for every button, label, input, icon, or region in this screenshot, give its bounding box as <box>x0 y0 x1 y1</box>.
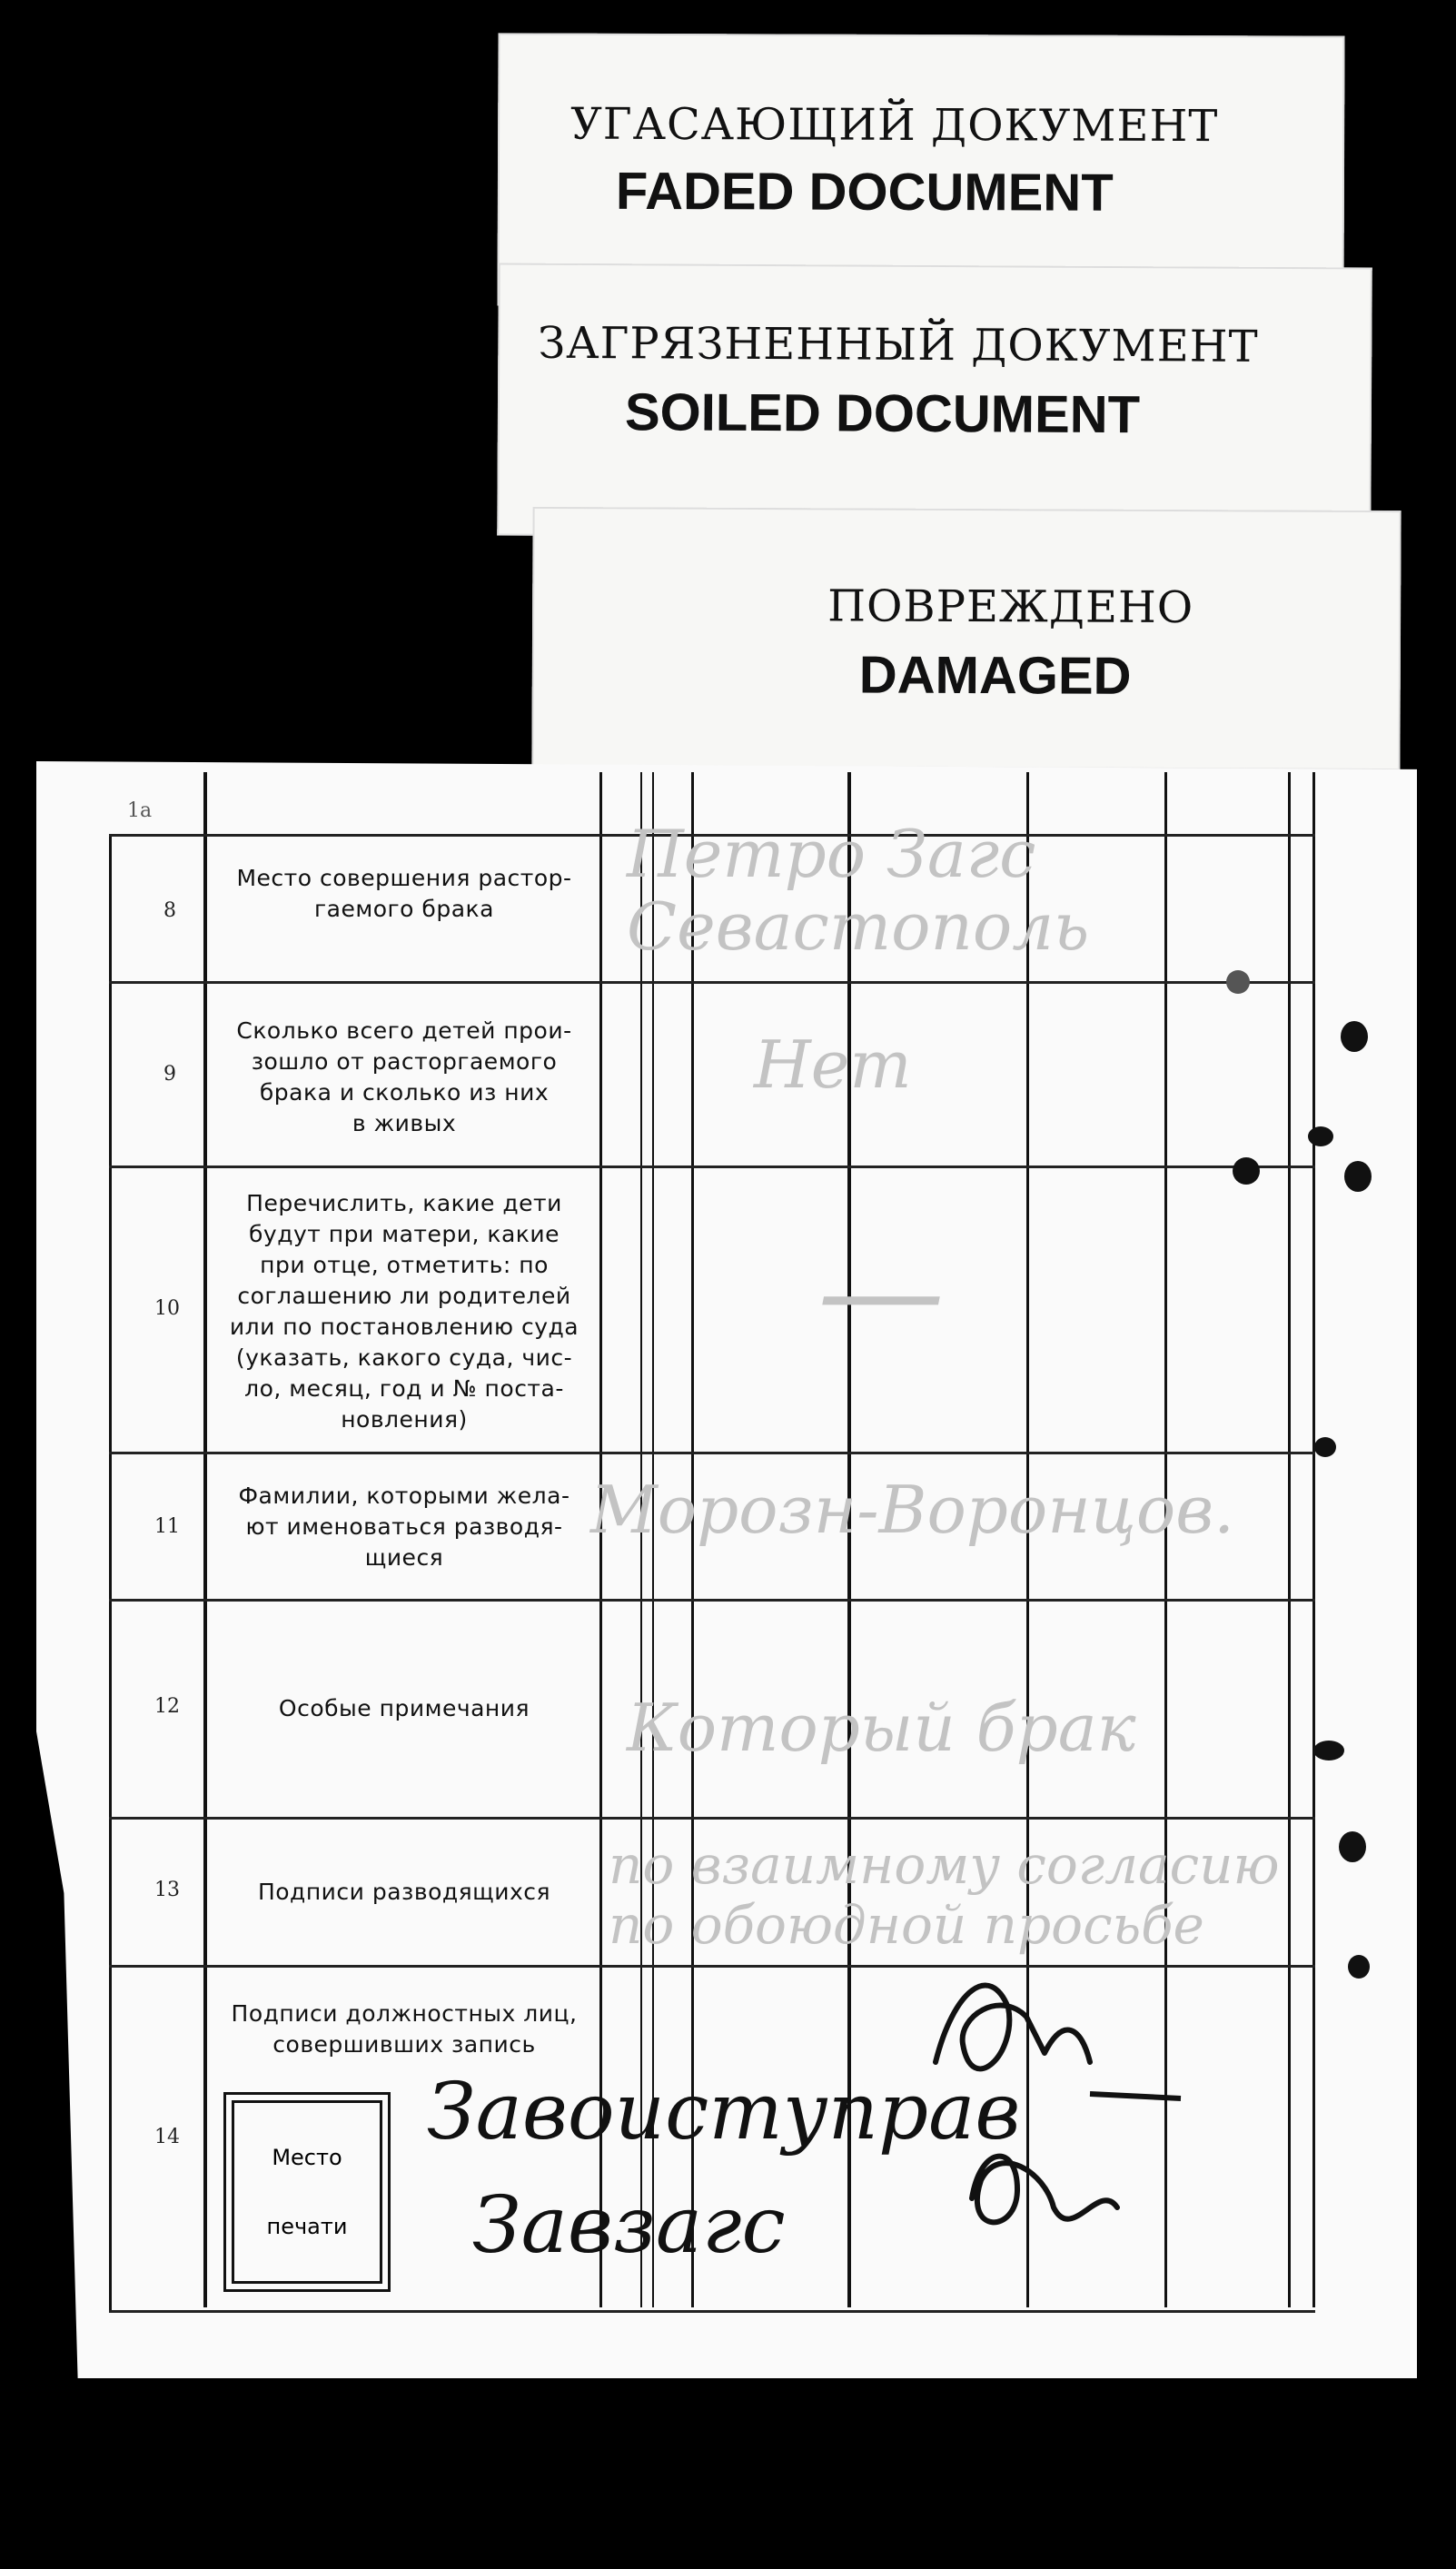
signature-scribble <box>863 1908 1190 2307</box>
row-number: 12 <box>154 1695 180 1718</box>
handwritten-children: Нет <box>754 1027 912 1103</box>
row-text-place: Место совершения растор- гаемого брака <box>236 865 572 922</box>
handwritten-notes: Который брак <box>627 1690 1136 1766</box>
margin-mark: 1а <box>127 799 153 822</box>
table-left-border <box>109 836 112 2312</box>
handwritten-surnames: Морозн-Воронцов. <box>590 1472 1235 1548</box>
stamp-line-1: Место <box>272 2145 342 2170</box>
damaged-label <box>531 507 1401 770</box>
handwritten-place: Петро Загс Севастополь <box>627 816 1090 965</box>
handwritten-remark: по взаимному согласию по обоюдной просьбе <box>609 1834 1280 1956</box>
table-right-border <box>1312 772 1315 2307</box>
row-text-surnames: Фамилии, которыми жела- ют именоваться разводя- щиеся <box>238 1483 570 1571</box>
signature-official-1: Завоиступрав <box>427 2067 1021 2157</box>
column-divider <box>203 772 207 2307</box>
punch-hole <box>1233 1157 1260 1185</box>
row-text-children-custody: Перечислить, какие дети будут при матери, какие при отце, отметить: по соглашению ли родителей или по постановлению суда (указать, какого суда, чис- ло, месяц, год и № поста- новления) <box>229 1190 579 1433</box>
row-divider <box>109 1599 1315 1602</box>
row-number: 10 <box>154 1297 180 1320</box>
punch-hole <box>1226 970 1250 994</box>
row-number: 9 <box>163 1063 176 1086</box>
row-number: 13 <box>154 1879 180 1901</box>
punch-hole <box>1341 1021 1368 1052</box>
punch-hole <box>1314 1437 1336 1457</box>
punch-hole <box>1339 1831 1366 1862</box>
damaged-label-ru: ПОВРЕЖДЕНО <box>827 580 1194 634</box>
faded-label-en: FADED DOCUMENT <box>615 161 1114 223</box>
soiled-label-ru: ЗАГРЯЗНЕННЫЙ ДОКУМЕНТ <box>538 317 1259 372</box>
faded-label-ru: УГАСАЮЩИЙ ДОКУМЕНТ <box>570 98 1219 153</box>
row-divider <box>109 1452 1315 1454</box>
punch-hole <box>1313 1741 1344 1761</box>
stamp-line-2: печати <box>266 2214 348 2239</box>
row-number: 14 <box>154 2126 180 2148</box>
row-number: 8 <box>163 899 176 922</box>
row-text-special-notes: Особые примечания <box>278 1695 530 1721</box>
table-bottom-border <box>109 2310 1315 2313</box>
row-text-official-signatures: Подписи должностных лиц, совершивших запись <box>231 2000 578 2058</box>
row-number: 11 <box>154 1515 180 1538</box>
row-divider <box>109 1165 1315 1168</box>
soiled-document-label <box>497 263 1372 540</box>
handwritten-custody: — <box>817 1217 945 1365</box>
signature-official-2: Завзагс <box>472 2180 786 2271</box>
punch-hole <box>1348 1955 1370 1979</box>
row-text-signatures: Подписи разводящихся <box>257 1879 551 1905</box>
row-text-children-count: Сколько всего детей прои- зошло от расторгаемого брака и сколько из них в живых <box>236 1017 572 1136</box>
stamp-placeholder <box>232 2100 382 2284</box>
row-divider <box>109 981 1315 984</box>
soiled-label-en: SOILED DOCUMENT <box>624 382 1141 445</box>
punch-hole <box>1308 1126 1333 1146</box>
row-divider <box>109 1817 1315 1820</box>
column-divider <box>1288 772 1291 2307</box>
punch-hole <box>1344 1161 1372 1192</box>
damaged-label-en: DAMAGED <box>858 645 1132 706</box>
